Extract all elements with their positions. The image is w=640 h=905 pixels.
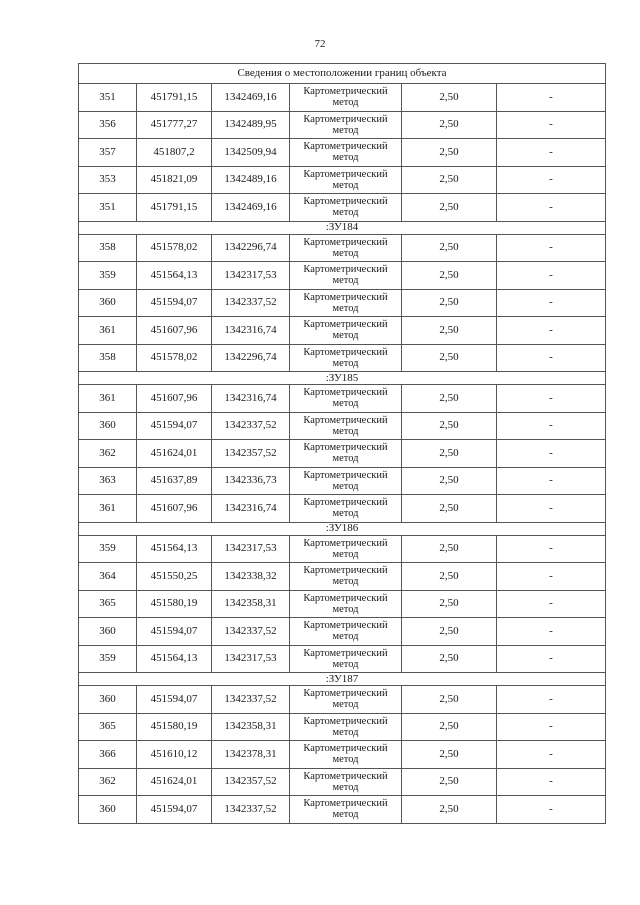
accuracy-cell: 2,50 xyxy=(402,412,497,440)
method-line-1: Картометрический xyxy=(303,291,388,303)
note-cell: - xyxy=(497,412,606,440)
point-number-cell: 361 xyxy=(79,317,137,345)
coordinate-y-cell: 1342336,73 xyxy=(212,467,290,495)
note-cell: - xyxy=(497,317,606,345)
table-title-row xyxy=(79,64,606,84)
accuracy-cell: 2,50 xyxy=(402,713,497,741)
accuracy-cell: 2,50 xyxy=(402,317,497,345)
method-line-1: Картометрический xyxy=(303,620,388,632)
table-body xyxy=(79,64,606,824)
note-cell: - xyxy=(497,563,606,591)
note-cell: - xyxy=(497,111,606,139)
point-number-cell: 362 xyxy=(79,440,137,468)
note-cell: - xyxy=(497,768,606,796)
coordinate-y-cell: 1342378,31 xyxy=(212,741,290,769)
table-row xyxy=(79,686,606,714)
coordinate-x-cell: 451594,07 xyxy=(137,796,212,824)
note-cell: - xyxy=(497,535,606,563)
table-row xyxy=(79,590,606,618)
section-label: :ЗУ187 xyxy=(79,673,606,686)
point-number-cell: 361 xyxy=(79,495,137,523)
method-line-1: Картометрический xyxy=(303,113,388,125)
coordinate-x-cell: 451821,09 xyxy=(137,166,212,194)
coordinate-x-cell: 451594,07 xyxy=(137,412,212,440)
table-row xyxy=(79,234,606,262)
note-cell: - xyxy=(497,618,606,646)
coordinate-y-cell: 1342337,52 xyxy=(212,412,290,440)
method-line-1: Картометрический xyxy=(303,236,388,248)
note-cell: - xyxy=(497,645,606,673)
note-cell: - xyxy=(497,262,606,290)
table-row xyxy=(79,84,606,112)
coordinate-x-cell: 451777,27 xyxy=(137,111,212,139)
method-line-2: метод xyxy=(332,726,359,738)
accuracy-cell: 2,50 xyxy=(402,768,497,796)
point-number-cell: 365 xyxy=(79,713,137,741)
table-row xyxy=(79,535,606,563)
method-line-1: Картометрический xyxy=(303,469,388,481)
method-cell xyxy=(290,590,402,618)
table-row xyxy=(79,440,606,468)
method-cell xyxy=(290,289,402,317)
page-number: 72 xyxy=(314,38,326,50)
coordinate-y-cell: 1342296,74 xyxy=(212,234,290,262)
accuracy-cell: 2,50 xyxy=(402,194,497,222)
point-number-cell: 358 xyxy=(79,344,137,372)
coordinate-y-cell: 1342316,74 xyxy=(212,495,290,523)
coordinate-x-cell: 451580,19 xyxy=(137,590,212,618)
method-cell xyxy=(290,713,402,741)
point-number-cell: 361 xyxy=(79,385,137,413)
table-row xyxy=(79,139,606,167)
coordinate-y-cell: 1342337,52 xyxy=(212,618,290,646)
coordinate-y-cell: 1342317,53 xyxy=(212,535,290,563)
method-line-1: Картометрический xyxy=(303,346,388,358)
method-line-1: Картометрический xyxy=(303,86,388,98)
accuracy-cell: 2,50 xyxy=(402,563,497,591)
accuracy-cell: 2,50 xyxy=(402,385,497,413)
method-line-1: Картометрический xyxy=(303,770,388,782)
method-line-2: метод xyxy=(332,754,359,766)
table-row xyxy=(79,618,606,646)
table-row xyxy=(79,317,606,345)
accuracy-cell: 2,50 xyxy=(402,289,497,317)
coordinate-x-cell: 451564,13 xyxy=(137,645,212,673)
coordinate-y-cell: 1342316,74 xyxy=(212,317,290,345)
accuracy-cell: 2,50 xyxy=(402,344,497,372)
note-cell: - xyxy=(497,139,606,167)
accuracy-cell: 2,50 xyxy=(402,467,497,495)
coordinate-x-cell: 451637,89 xyxy=(137,467,212,495)
coordinate-x-cell: 451610,12 xyxy=(137,741,212,769)
table-row xyxy=(79,467,606,495)
method-line-1: Картометрический xyxy=(303,196,388,208)
accuracy-cell: 2,50 xyxy=(402,645,497,673)
table-row xyxy=(79,166,606,194)
method-cell xyxy=(290,645,402,673)
coordinate-y-cell: 1342489,16 xyxy=(212,166,290,194)
coordinate-y-cell: 1342317,53 xyxy=(212,262,290,290)
method-line-1: Картометрический xyxy=(303,414,388,426)
method-line-2: метод xyxy=(332,809,359,821)
accuracy-cell: 2,50 xyxy=(402,139,497,167)
point-number-cell: 362 xyxy=(79,768,137,796)
note-cell: - xyxy=(497,686,606,714)
note-cell: - xyxy=(497,467,606,495)
coordinate-x-cell: 451607,96 xyxy=(137,495,212,523)
coordinate-y-cell: 1342489,95 xyxy=(212,111,290,139)
accuracy-cell: 2,50 xyxy=(402,111,497,139)
accuracy-cell: 2,50 xyxy=(402,590,497,618)
method-cell xyxy=(290,467,402,495)
point-number-cell: 365 xyxy=(79,590,137,618)
method-line-2: метод xyxy=(332,207,359,219)
note-cell: - xyxy=(497,495,606,523)
method-line-1: Картометрический xyxy=(303,387,388,399)
accuracy-cell: 2,50 xyxy=(402,84,497,112)
coordinate-y-cell: 1342357,52 xyxy=(212,768,290,796)
point-number-cell: 364 xyxy=(79,563,137,591)
section-row xyxy=(79,522,606,535)
method-line-2: метод xyxy=(332,398,359,410)
coordinate-x-cell: 451607,96 xyxy=(137,385,212,413)
method-line-1: Картометрический xyxy=(303,537,388,549)
accuracy-cell: 2,50 xyxy=(402,234,497,262)
method-line-1: Картометрический xyxy=(303,442,388,454)
coordinate-x-cell: 451578,02 xyxy=(137,344,212,372)
table-title: Сведения о местоположении границ объекта xyxy=(79,64,606,84)
table-row xyxy=(79,645,606,673)
method-line-1: Картометрический xyxy=(303,565,388,577)
table-row xyxy=(79,344,606,372)
method-line-2: метод xyxy=(332,576,359,588)
point-number-cell: 351 xyxy=(79,194,137,222)
method-cell xyxy=(290,535,402,563)
point-number-cell: 363 xyxy=(79,467,137,495)
coordinate-x-cell: 451791,15 xyxy=(137,84,212,112)
method-line-2: метод xyxy=(332,97,359,109)
method-cell xyxy=(290,194,402,222)
coordinate-y-cell: 1342317,53 xyxy=(212,645,290,673)
point-number-cell: 353 xyxy=(79,166,137,194)
method-line-2: метод xyxy=(332,453,359,465)
point-number-cell: 359 xyxy=(79,262,137,290)
table-row xyxy=(79,412,606,440)
method-line-2: метод xyxy=(332,357,359,369)
coordinate-x-cell: 451578,02 xyxy=(137,234,212,262)
method-line-2: метод xyxy=(332,152,359,164)
table-row xyxy=(79,796,606,824)
coordinate-y-cell: 1342469,16 xyxy=(212,194,290,222)
method-line-2: метод xyxy=(332,508,359,520)
table-row xyxy=(79,262,606,290)
method-cell xyxy=(290,84,402,112)
note-cell: - xyxy=(497,741,606,769)
coordinate-x-cell: 451807,2 xyxy=(137,139,212,167)
coordinate-x-cell: 451594,07 xyxy=(137,289,212,317)
point-number-cell: 366 xyxy=(79,741,137,769)
method-line-1: Картометрический xyxy=(303,319,388,331)
coordinate-y-cell: 1342358,31 xyxy=(212,590,290,618)
coordinate-y-cell: 1342509,94 xyxy=(212,139,290,167)
coordinate-x-cell: 451594,07 xyxy=(137,686,212,714)
method-line-2: метод xyxy=(332,330,359,342)
method-line-2: метод xyxy=(332,275,359,287)
method-cell xyxy=(290,139,402,167)
table-row xyxy=(79,194,606,222)
point-number-cell: 357 xyxy=(79,139,137,167)
section-row xyxy=(79,221,606,234)
method-line-2: метод xyxy=(332,302,359,314)
coordinate-x-cell: 451624,01 xyxy=(137,768,212,796)
method-line-1: Картометрический xyxy=(303,743,388,755)
method-line-2: метод xyxy=(332,603,359,615)
note-cell: - xyxy=(497,289,606,317)
point-number-cell: 360 xyxy=(79,289,137,317)
section-label: :ЗУ186 xyxy=(79,522,606,535)
table-row xyxy=(79,111,606,139)
section-row xyxy=(79,673,606,686)
boundary-coordinates-table xyxy=(78,63,606,824)
method-cell xyxy=(290,385,402,413)
point-number-cell: 358 xyxy=(79,234,137,262)
coordinate-y-cell: 1342296,74 xyxy=(212,344,290,372)
method-cell xyxy=(290,262,402,290)
coordinate-x-cell: 451791,15 xyxy=(137,194,212,222)
point-number-cell: 360 xyxy=(79,796,137,824)
accuracy-cell: 2,50 xyxy=(402,440,497,468)
point-number-cell: 356 xyxy=(79,111,137,139)
section-label: :ЗУ185 xyxy=(79,372,606,385)
method-line-1: Картометрический xyxy=(303,798,388,810)
method-line-2: метод xyxy=(332,247,359,259)
method-cell xyxy=(290,741,402,769)
point-number-cell: 359 xyxy=(79,645,137,673)
table-row xyxy=(79,289,606,317)
note-cell: - xyxy=(497,234,606,262)
method-cell xyxy=(290,166,402,194)
coordinate-x-cell: 451624,01 xyxy=(137,440,212,468)
method-cell xyxy=(290,412,402,440)
section-row xyxy=(79,372,606,385)
note-cell: - xyxy=(497,796,606,824)
method-cell xyxy=(290,686,402,714)
method-line-2: метод xyxy=(332,699,359,711)
coordinate-y-cell: 1342357,52 xyxy=(212,440,290,468)
table-row xyxy=(79,741,606,769)
coordinate-y-cell: 1342337,52 xyxy=(212,289,290,317)
method-line-2: метод xyxy=(332,548,359,560)
method-cell xyxy=(290,495,402,523)
method-cell xyxy=(290,317,402,345)
method-cell xyxy=(290,344,402,372)
method-line-1: Картометрический xyxy=(303,715,388,727)
note-cell: - xyxy=(497,194,606,222)
method-cell xyxy=(290,111,402,139)
note-cell: - xyxy=(497,590,606,618)
method-line-1: Картометрический xyxy=(303,647,388,659)
accuracy-cell: 2,50 xyxy=(402,535,497,563)
coordinate-x-cell: 451607,96 xyxy=(137,317,212,345)
coordinate-y-cell: 1342337,52 xyxy=(212,686,290,714)
point-number-cell: 360 xyxy=(79,686,137,714)
point-number-cell: 360 xyxy=(79,618,137,646)
section-label: :ЗУ184 xyxy=(79,221,606,234)
note-cell: - xyxy=(497,166,606,194)
method-cell xyxy=(290,618,402,646)
method-line-2: метод xyxy=(332,658,359,670)
accuracy-cell: 2,50 xyxy=(402,262,497,290)
method-line-2: метод xyxy=(332,124,359,136)
table-row xyxy=(79,713,606,741)
method-cell xyxy=(290,234,402,262)
point-number-cell: 360 xyxy=(79,412,137,440)
method-line-1: Картометрический xyxy=(303,497,388,509)
coordinate-y-cell: 1342358,31 xyxy=(212,713,290,741)
coordinate-x-cell: 451594,07 xyxy=(137,618,212,646)
accuracy-cell: 2,50 xyxy=(402,686,497,714)
accuracy-cell: 2,50 xyxy=(402,618,497,646)
method-cell xyxy=(290,563,402,591)
method-cell xyxy=(290,440,402,468)
method-line-1: Картометрический xyxy=(303,264,388,276)
method-cell xyxy=(290,768,402,796)
coordinate-y-cell: 1342337,52 xyxy=(212,796,290,824)
method-line-1: Картометрический xyxy=(303,688,388,700)
method-cell xyxy=(290,796,402,824)
coordinate-x-cell: 451550,25 xyxy=(137,563,212,591)
table-row xyxy=(79,495,606,523)
method-line-2: метод xyxy=(332,781,359,793)
accuracy-cell: 2,50 xyxy=(402,741,497,769)
table-row xyxy=(79,768,606,796)
method-line-2: метод xyxy=(332,631,359,643)
coordinate-y-cell: 1342338,32 xyxy=(212,563,290,591)
coordinate-y-cell: 1342316,74 xyxy=(212,385,290,413)
coordinate-x-cell: 451580,19 xyxy=(137,713,212,741)
method-line-2: метод xyxy=(332,179,359,191)
coordinate-x-cell: 451564,13 xyxy=(137,262,212,290)
note-cell: - xyxy=(497,84,606,112)
table-row xyxy=(79,563,606,591)
method-line-2: метод xyxy=(332,480,359,492)
method-line-1: Картометрический xyxy=(303,592,388,604)
point-number-cell: 359 xyxy=(79,535,137,563)
method-line-1: Картометрический xyxy=(303,168,388,180)
coordinate-x-cell: 451564,13 xyxy=(137,535,212,563)
coordinate-y-cell: 1342469,16 xyxy=(212,84,290,112)
note-cell: - xyxy=(497,440,606,468)
note-cell: - xyxy=(497,713,606,741)
accuracy-cell: 2,50 xyxy=(402,166,497,194)
method-line-1: Картометрический xyxy=(303,141,388,153)
accuracy-cell: 2,50 xyxy=(402,495,497,523)
accuracy-cell: 2,50 xyxy=(402,796,497,824)
note-cell: - xyxy=(497,344,606,372)
note-cell: - xyxy=(497,385,606,413)
method-line-2: метод xyxy=(332,425,359,437)
table-row xyxy=(79,385,606,413)
point-number-cell: 351 xyxy=(79,84,137,112)
